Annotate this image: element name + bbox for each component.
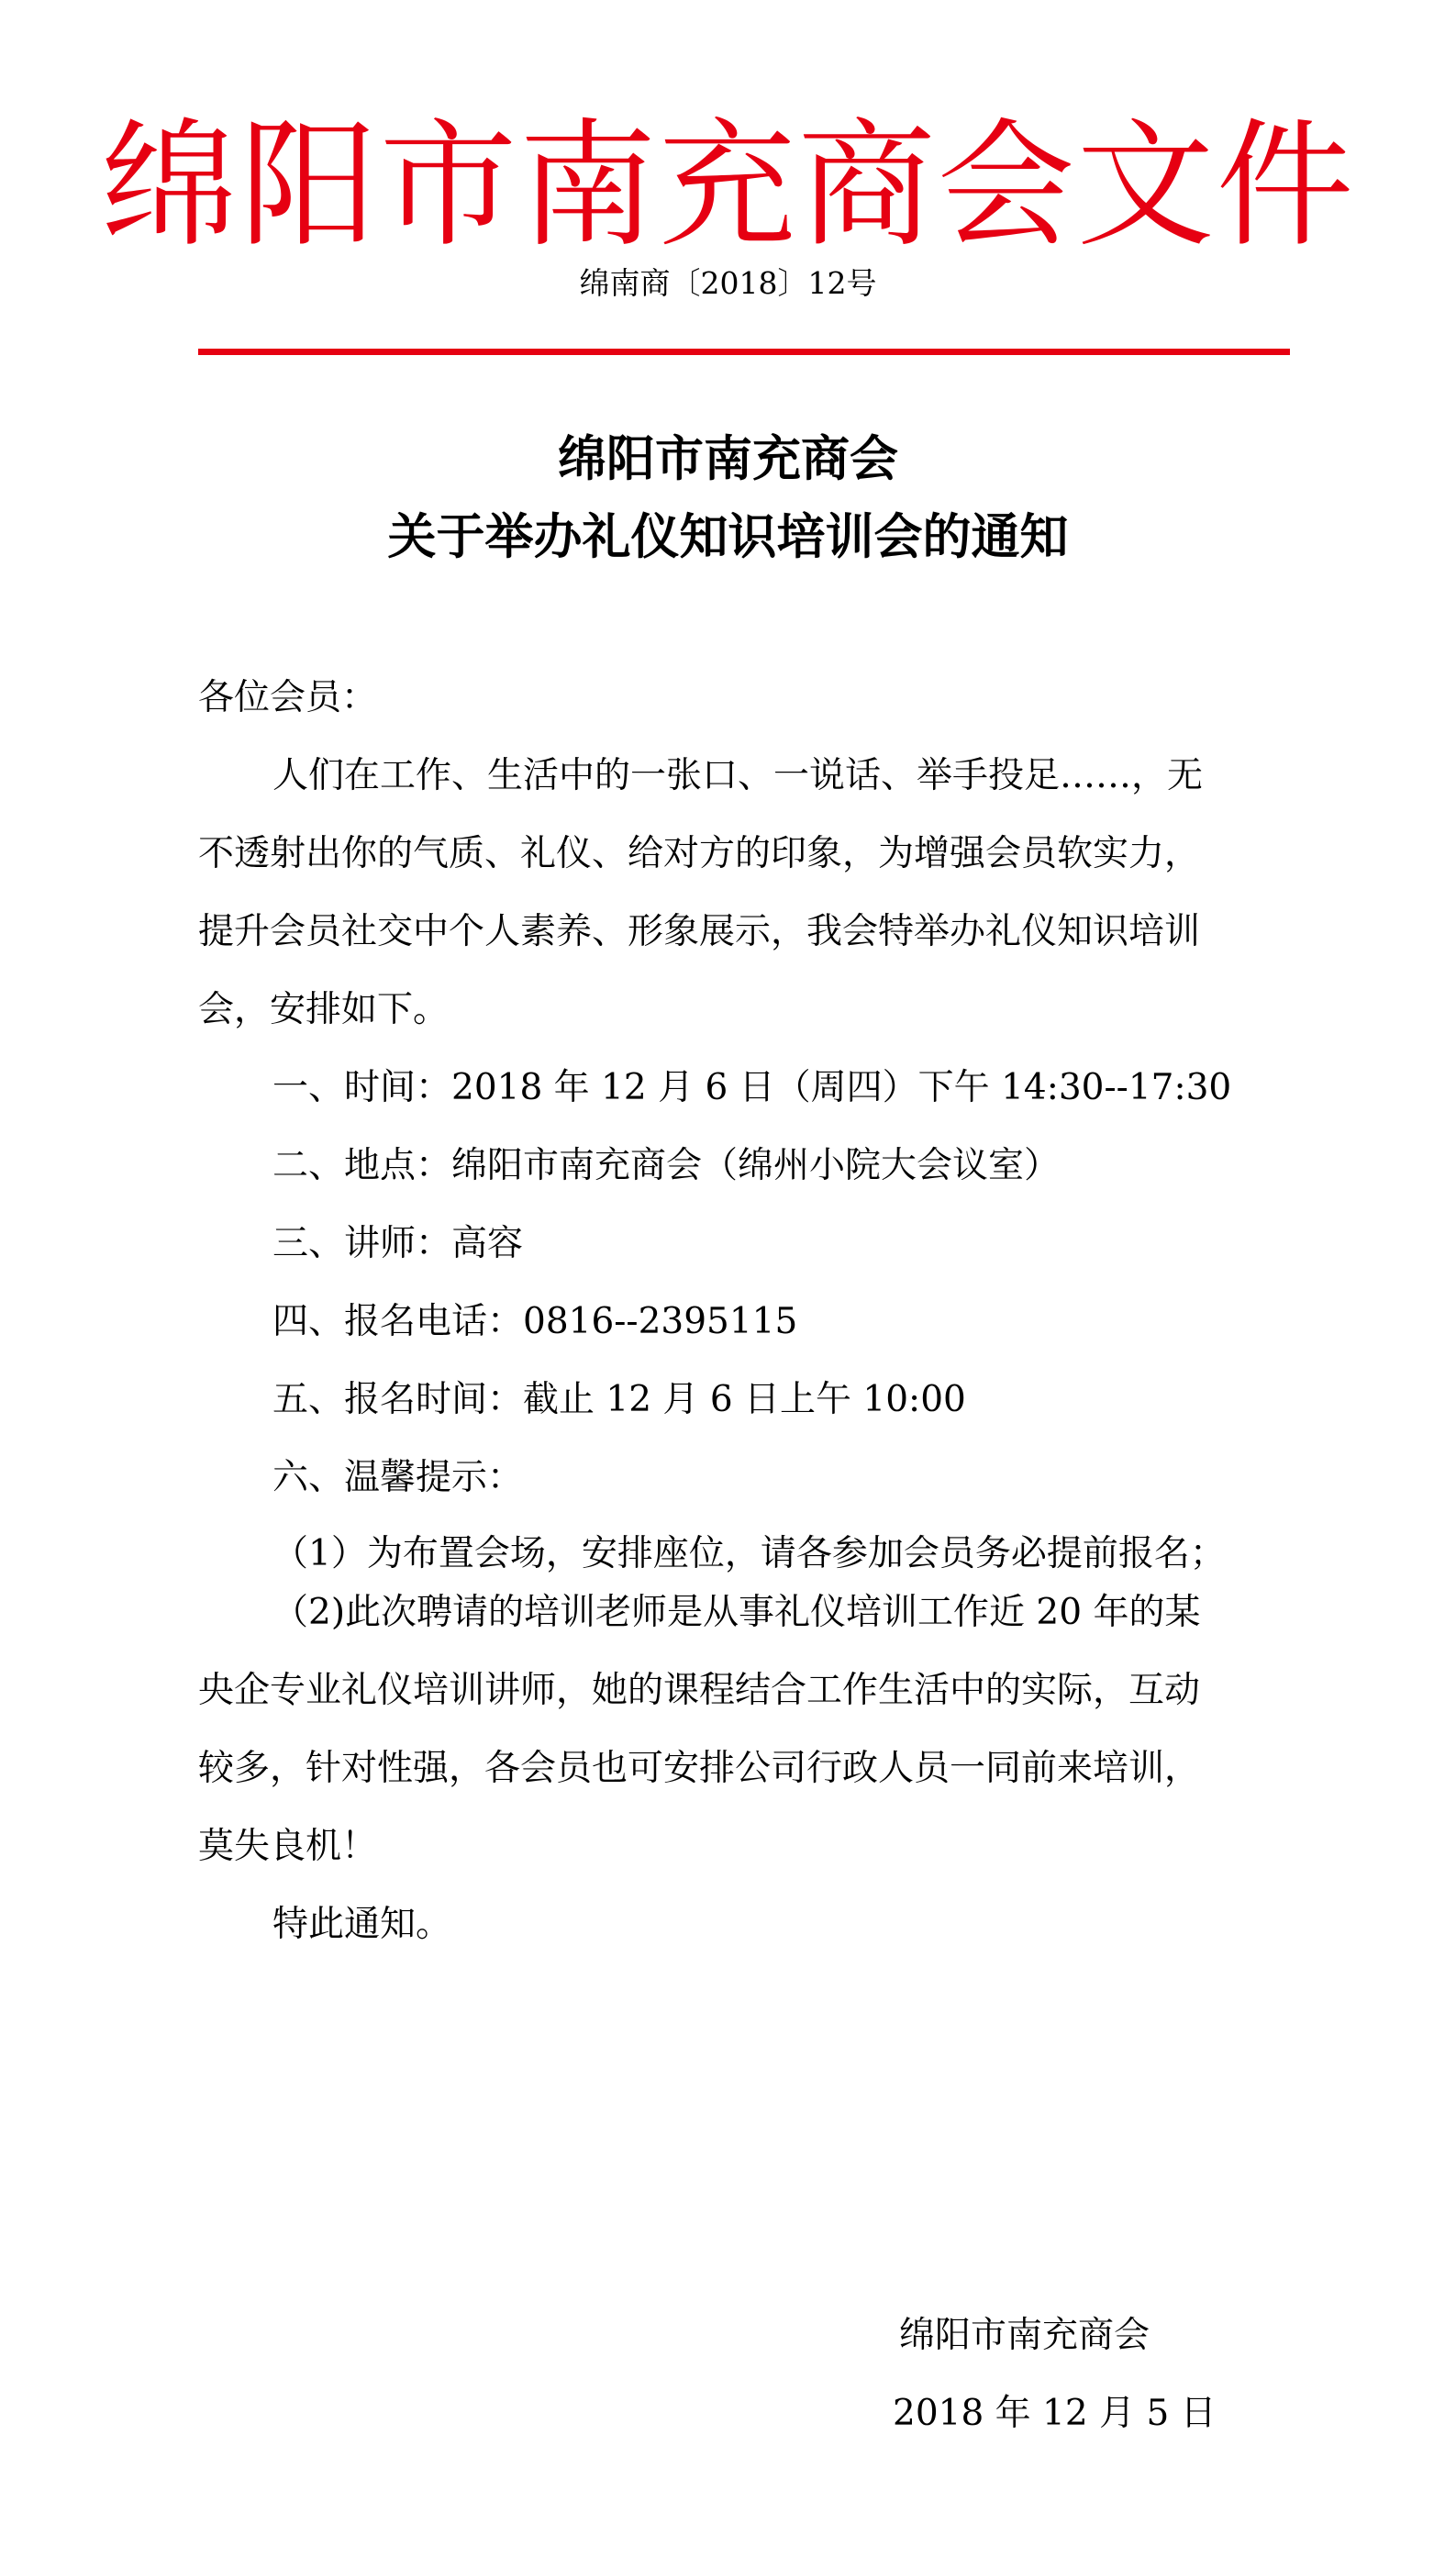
- signature-org: 绵阳市南充商会: [899, 2315, 1150, 2356]
- intro-line: 会，安排如下。: [198, 989, 450, 1030]
- item-location: 二、地点：绵阳市南充商会（绵州小院大会议室）: [272, 1145, 1061, 1186]
- document-number: 绵南商〔2018〕12号: [579, 265, 877, 301]
- document-header: 绵阳市南充商会文件: [100, 106, 1356, 266]
- item-time: 一、时间：2018 年 12 月 6 日（周四）下午 14:30--17:30: [272, 1067, 1232, 1108]
- tip-2-line: 莫失良机！: [198, 1826, 378, 1867]
- closing-remark: 特此通知。: [272, 1904, 452, 1945]
- item-tips-heading: 六、温馨提示：: [272, 1457, 524, 1498]
- intro-line: 人们在工作、生活中的一张口、一说话、举手投足……，无: [272, 755, 1204, 796]
- item-phone: 四、报名电话：0816--2395115: [272, 1301, 798, 1342]
- tip-2-line: （2)此次聘请的培训老师是从事礼仪培训工作近 20 年的某: [272, 1592, 1201, 1633]
- salutation: 各位会员：: [198, 677, 378, 718]
- intro-line: 不透射出你的气质、礼仪、给对方的印象，为增强会员软实力，: [198, 833, 1201, 874]
- red-divider: [198, 349, 1290, 355]
- tip-1: （1）为布置会场，安排座位，请各参加会员务必提前报名；: [272, 1533, 1226, 1574]
- tip-2-line: 较多，针对性强，各会员也可安排公司行政人员一同前来培训，: [198, 1748, 1201, 1789]
- item-lecturer: 三、讲师：高容: [272, 1223, 524, 1264]
- item-deadline: 五、报名时间：截止 12 月 6 日上午 10:00: [272, 1379, 966, 1420]
- intro-line: 提升会员社交中个人素养、形象展示，我会特举办礼仪知识培训: [198, 911, 1201, 952]
- tip-2-line: 央企专业礼仪培训讲师，她的课程结合工作生活中的实际，互动: [198, 1670, 1201, 1711]
- notice-title-line1: 绵阳市南充商会: [558, 430, 898, 487]
- signature-date: 2018 年 12 月 5 日: [893, 2393, 1217, 2434]
- notice-title-line2: 关于举办礼仪知识培训会的通知: [387, 508, 1069, 565]
